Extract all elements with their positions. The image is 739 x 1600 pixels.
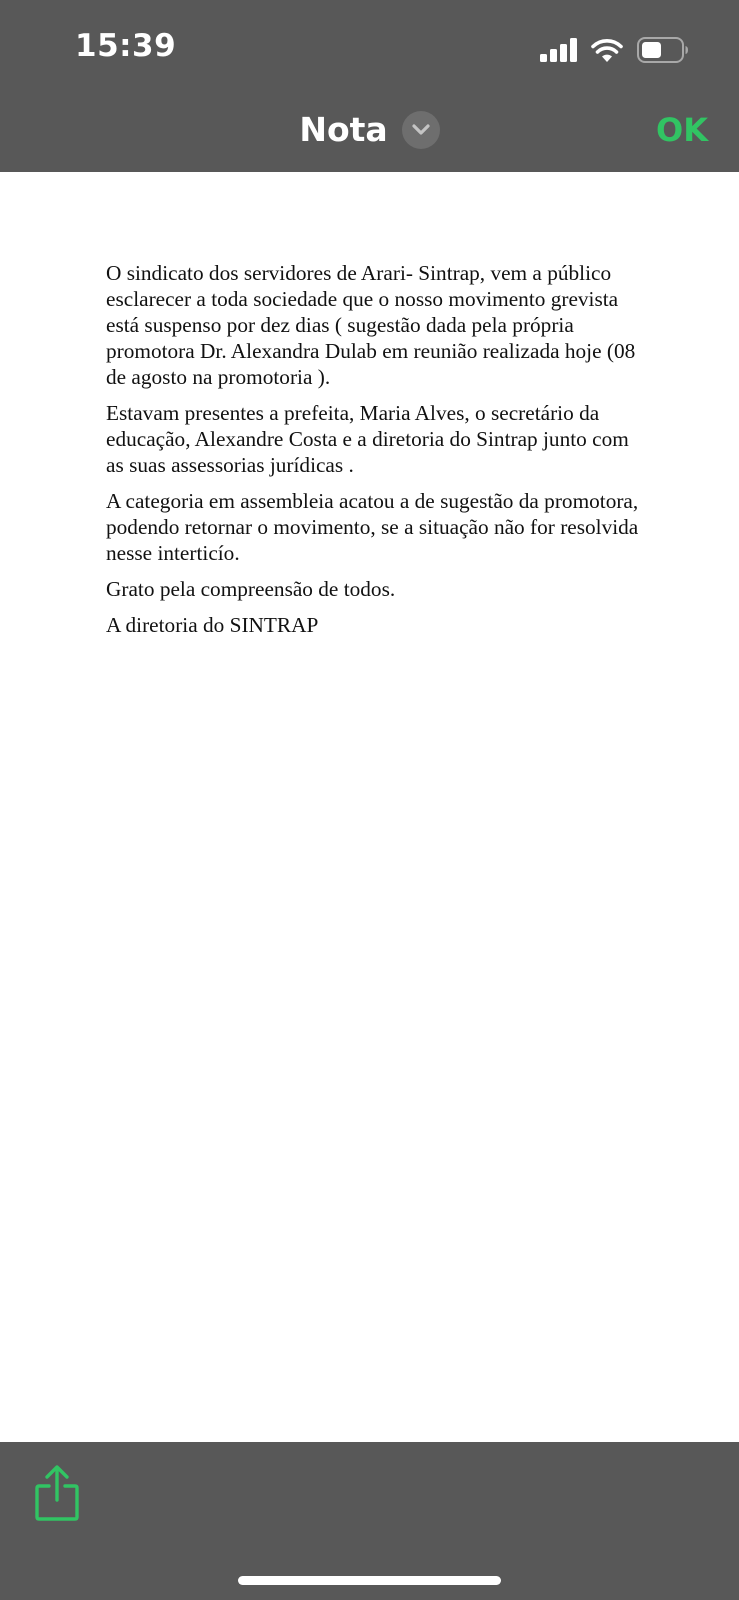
share-button[interactable] <box>34 1464 80 1522</box>
status-bar <box>0 0 739 96</box>
document-body <box>106 260 646 648</box>
paragraph: A diretoria do SINTRAP <box>106 613 319 637</box>
cellular-signal-icon <box>540 38 577 62</box>
status-icons <box>540 36 689 64</box>
paragraph: Grato pela compreensão de todos. <box>106 577 396 601</box>
paragraph: Estavam presentes a prefeita, Maria Alves, o secretário da educação, Alexandre Costa e a diretoria do Sintrap junto com as suas assessorias jurídicas . <box>106 401 629 477</box>
paragraph: O sindicato dos servidores de Arari- Sintrap, vem a público esclarecer a toda sociedade que o nosso movimento grevista está suspenso por dez dias ( sugestão dada pela própria promotora Dr. Alexandra Dulab em reunião realizada hoje (08 de agosto na promotoria ). <box>106 261 636 389</box>
share-icon <box>34 1464 80 1522</box>
nav-title-group[interactable] <box>0 110 739 149</box>
nav-title: Nota <box>299 110 388 149</box>
title-menu-button[interactable] <box>402 111 440 149</box>
paragraph: A categoria em assembleia acatou a de sugestão da promotora, podendo retornar o movimento, se a situação não for resolvida nesse interticío. <box>106 489 639 565</box>
wifi-icon <box>591 38 623 62</box>
chevron-down-icon <box>412 124 430 136</box>
nav-bar <box>0 96 739 172</box>
battery-icon <box>637 37 689 63</box>
document-view[interactable] <box>0 172 739 1442</box>
ok-button[interactable]: OK <box>656 111 708 149</box>
bottom-toolbar <box>0 1442 739 1600</box>
home-indicator <box>238 1576 501 1585</box>
status-time: 15:39 <box>75 28 177 64</box>
